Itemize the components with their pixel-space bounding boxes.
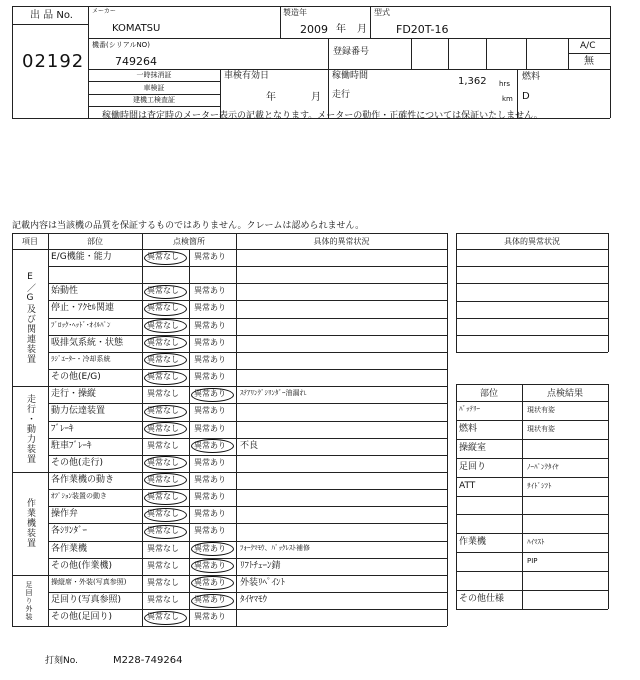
result-part: 燃料 [459, 423, 478, 434]
row-part: 各ｼﾘﾝﾀﾞｰ [51, 526, 88, 537]
row-part: その他(足回り) [51, 612, 113, 623]
selected-circle [191, 559, 234, 573]
month-unit: 月 [357, 24, 367, 35]
option-abnormality[interactable]: 異常あり [194, 457, 226, 467]
selected-circle [144, 302, 187, 316]
right-detail-header: 具体的異常状況 [504, 237, 560, 246]
year-unit: 年 [336, 24, 346, 35]
model-label: 型式 [374, 8, 390, 17]
option-abnormality[interactable]: 異常あり [194, 423, 226, 433]
row-part: ｵﾌﾟｼｮﾝ装置の動き [51, 492, 107, 501]
option-abnormality[interactable]: 異常あり [194, 372, 226, 382]
option-no-abnormality[interactable]: 異常なし [147, 252, 179, 261]
row-detail: ｽﾃｱﾘﾝｸﾞｼﾘﾝﾀﾞｰ油漏れ [240, 389, 307, 398]
detail-header: 具体的異常状況 [313, 237, 370, 246]
option-abnormality[interactable]: 異常あり [194, 526, 226, 536]
option-no-abnormality[interactable]: 異常なし [147, 354, 179, 364]
row-part: 駐車ﾌﾞﾚｰｷ [51, 440, 92, 451]
year-label: 製造年 [283, 8, 307, 17]
ac-label: A/C [580, 41, 596, 51]
selected-circle [144, 611, 187, 625]
row-part: 足回り(写真参照) [51, 595, 122, 605]
row-part: その他(E/G) [51, 372, 101, 383]
disclaimer-text: 記載内容は当該機の品質を保証するものではありません。クレームは認められません。 [12, 221, 365, 231]
option-no-abnormality[interactable]: 異常なし [147, 457, 179, 467]
selected-circle [144, 456, 187, 470]
option-abnormality[interactable]: 異常あり [194, 440, 226, 450]
ac-value: 無 [584, 56, 594, 67]
option-no-abnormality[interactable]: 異常なし [147, 560, 179, 570]
row-part: 各作業機の動き [51, 474, 115, 485]
option-abnormality[interactable]: 異常あり [194, 492, 226, 502]
row-detail: 外装ﾘﾍﾟｲﾝﾄ [240, 577, 286, 588]
maker-label: メーカー [92, 8, 116, 15]
option-abnormality[interactable]: 異常あり [194, 337, 226, 347]
row-part: 始動性 [51, 286, 79, 297]
item-header: 項目 [22, 237, 38, 246]
row-detail: 不良 [240, 440, 259, 451]
selected-circle [144, 251, 187, 265]
selected-circle [191, 388, 234, 402]
selected-circle [191, 576, 234, 590]
right-result-header: 点検結果 [546, 389, 583, 399]
vehicle-cert-label: 車検証 [143, 84, 165, 92]
option-abnormality[interactable]: 異常あり [194, 612, 226, 622]
option-abnormality[interactable]: 異常あり [194, 389, 226, 399]
selected-circle [144, 422, 187, 436]
option-abnormality[interactable]: 異常あり [194, 320, 226, 330]
hours-label: 稼働時間 [332, 71, 369, 81]
result-part: その他仕様 [459, 594, 505, 604]
row-detail: ﾌｫｰｸﾏﾓｳ、ﾊﾞｯｸﾚｽﾄ補修 [240, 543, 310, 552]
selected-circle [144, 285, 187, 299]
group-label: 走行・動力装置 [25, 394, 35, 465]
selected-circle [144, 491, 187, 505]
group-label: 足回り外装 [25, 580, 33, 621]
option-no-abnormality[interactable]: 異常なし [147, 337, 179, 347]
option-abnormality[interactable]: 異常あり [194, 595, 226, 604]
row-part: 吸排気系統・状態 [51, 337, 124, 348]
selected-circle [191, 542, 234, 556]
shupin-number: 02192 [22, 51, 85, 72]
option-no-abnormality[interactable]: 異常なし [147, 389, 179, 399]
selected-circle [144, 525, 187, 539]
option-no-abnormality[interactable]: 異常なし [147, 303, 179, 313]
option-no-abnormality[interactable]: 異常なし [147, 423, 179, 433]
option-abnormality[interactable]: 異常あり [194, 252, 226, 261]
option-no-abnormality[interactable]: 異常なし [147, 474, 179, 484]
option-abnormality[interactable]: 異常あり [194, 406, 226, 416]
row-part: 各作業機 [51, 543, 88, 554]
travel-label: 走行 [332, 90, 351, 100]
serial-value: 749264 [115, 55, 157, 68]
hours-value: 1,362 [458, 76, 487, 87]
row-part: ﾌﾞﾚｰｷ [51, 423, 74, 434]
row-part: その他(走行) [51, 457, 104, 468]
selected-circle [144, 371, 187, 385]
group-label: 作業機装置 [25, 498, 35, 549]
selected-circle [144, 473, 187, 487]
result-value: 現状有姿 [527, 424, 555, 433]
selected-circle [144, 508, 187, 522]
part-header: 部位 [87, 237, 103, 246]
result-part: 足回り [459, 461, 487, 472]
serial-label: 機番(シリアルNO) [92, 41, 150, 49]
inspection-cert-label: 建機工検査証 [133, 96, 175, 104]
result-part: 操縦室 [459, 442, 487, 453]
stamp-label: 打刻No. [45, 656, 78, 666]
model-value: FD20T-16 [396, 23, 449, 36]
result-value: 現状有姿 [527, 406, 555, 414]
valid-year-unit: 年 [266, 92, 276, 103]
fuel-value: D [522, 91, 530, 102]
option-abnormality[interactable]: 異常あり [194, 560, 226, 570]
result-part: 作業機 [459, 537, 487, 548]
option-no-abnormality[interactable]: 異常なし [147, 372, 179, 382]
group-label: E／G及び関連装置 [25, 271, 35, 364]
result-part: ﾊﾞｯﾃﾘｰ [459, 405, 480, 413]
valid-date-label: 車検有効日 [224, 71, 270, 81]
selected-circle [144, 336, 187, 350]
row-part: ﾗｼﾞｴｰﾀｰ・冷却系統 [51, 354, 111, 363]
option-no-abnormality[interactable]: 異常なし [147, 612, 179, 622]
row-part: E/G機能・能力 [51, 252, 112, 262]
check-header: 点検箇所 [173, 237, 205, 246]
option-no-abnormality[interactable]: 異常なし [147, 320, 179, 330]
result-value: ﾊｲﾏｽﾄ [527, 538, 545, 547]
selected-circle [191, 439, 234, 453]
selected-circle [191, 594, 234, 608]
valid-month-unit: 月 [311, 92, 321, 103]
result-value: PIP [527, 557, 538, 566]
stamp-value: M228-749264 [113, 655, 183, 666]
option-no-abnormality[interactable]: 異常なし [147, 526, 179, 536]
option-no-abnormality[interactable]: 異常なし [147, 509, 179, 519]
result-value: ｻｲﾄﾞｼﾌﾄ [527, 481, 552, 490]
option-no-abnormality[interactable]: 異常なし [147, 286, 179, 296]
selected-circle [144, 405, 187, 419]
option-abnormality[interactable]: 異常あり [194, 543, 226, 553]
option-no-abnormality[interactable]: 異常なし [147, 543, 179, 553]
row-part: 走行・操縦 [51, 389, 97, 400]
row-part: 停止・ｱｸｾﾙ関連 [51, 303, 115, 314]
option-no-abnormality[interactable]: 異常なし [147, 577, 179, 587]
option-abnormality[interactable]: 異常あり [194, 354, 226, 364]
option-no-abnormality[interactable]: 異常なし [147, 406, 179, 416]
row-part: 操作弁 [51, 509, 79, 520]
selected-circle [144, 353, 187, 367]
registration-label: 登録番号 [333, 47, 370, 57]
temp-permit-label: 一時抹消証 [136, 71, 172, 79]
option-abnormality[interactable]: 異常あり [194, 509, 226, 519]
option-abnormality[interactable]: 異常あり [194, 286, 226, 296]
option-abnormality[interactable]: 異常あり [194, 303, 226, 313]
option-abnormality[interactable]: 異常あり [194, 577, 226, 587]
option-no-abnormality[interactable]: 異常なし [147, 595, 179, 604]
year-value: 2009 [300, 23, 328, 36]
result-part: ATT [459, 480, 476, 491]
option-no-abnormality[interactable]: 異常なし [147, 440, 179, 450]
row-part: 動力伝達装置 [51, 406, 106, 417]
right-part-header: 部位 [479, 389, 498, 399]
shupin-label: 出 品 No. [30, 10, 73, 21]
row-detail: ﾀｲﾔﾏﾓｳ [240, 595, 268, 605]
row-part: 操縦席・外装(写真参照) [51, 577, 127, 586]
row-part: ﾌﾞﾛｯｸ･ﾍｯﾄﾞ･ｵｲﾙﾊﾟﾝ [51, 320, 111, 329]
hrs-unit: hrs [499, 80, 510, 88]
selected-circle [144, 319, 187, 333]
result-value: ﾉｰﾊﾟﾝｸﾀｲﾔ [527, 462, 559, 471]
hours-note: 稼働時間は査定時のメーター表示の記載となります。メーターの動作・正確性については保証いたしません。 [102, 111, 543, 121]
option-abnormality[interactable]: 異常あり [194, 474, 226, 484]
maker-value: KOMATSU [112, 23, 161, 34]
km-unit: km [502, 95, 513, 103]
fuel-label: 燃料 [522, 72, 541, 82]
row-part: その他(作業機) [51, 560, 113, 571]
row-detail: ﾘﾌﾄﾁｪｰﾝ錆 [240, 560, 281, 571]
option-no-abnormality[interactable]: 異常なし [147, 492, 179, 502]
